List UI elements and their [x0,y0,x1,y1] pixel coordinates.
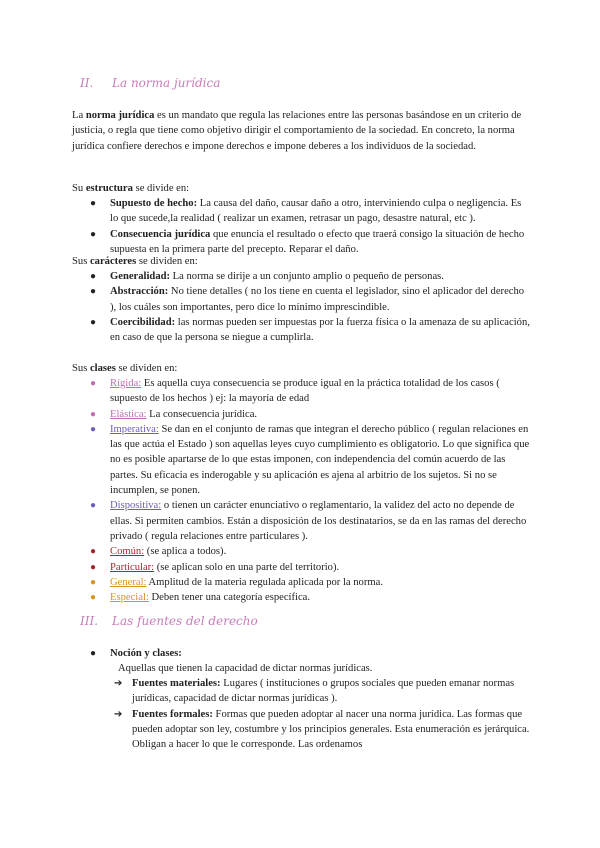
lead-pre: Sus [72,256,90,267]
lead-term: clases [89,363,116,374]
lead-pre: Su [72,183,86,194]
intro-post: es un mandato que regula las relaciones entre las personas basándose en un criterio de justicia, o regla que tiene como objetivo dirigir el comportamiento de la sociedad. En concreto, la norma jurídica confiere derechos e impone derechos e impone deberes a los individuos de la sociedad. [72,110,522,152]
fuentes-sublist [114,676,530,752]
item-text: No tiene detalles ( no los tiene en cuenta el legislador, sino el aplicador del derecho ), los cuáles son importantes, pero dice lo mínimo imprescindible. [110,286,525,313]
item-term: Elástica: [110,408,147,420]
lead-post: se divide en: [132,183,190,194]
intro-pre: La [72,110,86,121]
item-text: (se aplica a todos). [144,546,227,558]
section-heading-2 [80,76,220,90]
item-term: Imperativa: [110,423,159,435]
section-heading-3 [80,614,258,628]
lead-term: estructura [85,183,133,194]
bullet-icon: ● [90,408,97,420]
fuentes-list [72,646,532,661]
bullet-icon: ● [90,271,97,282]
bullet-icon: ● [90,648,97,659]
arrow-right-icon: ➔ [114,708,123,720]
bullet-icon: ● [90,198,97,209]
item-term: Supuesto de hecho: [110,198,198,209]
bullet-icon: ● [90,316,97,328]
item-term: Coercibilidad: [110,316,176,328]
bullet-icon: ● [90,576,97,588]
bullet-icon: ● [90,228,97,240]
list-item [72,560,532,575]
clases-list [72,376,532,605]
item-term: Abstracción: [110,286,169,298]
list-item [72,544,532,559]
lead-term: carácteres [89,256,137,267]
bullet-icon: ● [90,546,97,558]
fuentes-description: Aquellas que tienen la capacidad de dictar normas jurídicas. [118,663,373,674]
item-text: Formas que pueden adoptar al nacer una norma jurídica. Las formas que pueden adoptar son ley, costumbre y los principios generales. Esta enumeración es jerárquica. Obligan a hacer lo que le corresponde. Las ordenamos [132,708,530,751]
item-term: Especial: [110,592,149,604]
list-item [72,284,532,315]
section-number: II. [80,76,94,90]
item-term: Fuentes materiales: [132,678,221,689]
item-text: o tienen un carácter enunciativo o reglamentario, la validez del acto no depende de ellas. Si permiten cambios. Están a disposición de los destinatarios, se da en las ramas del derecho privado ( regula relaciones entre particulares ). [110,500,527,542]
item-text: Se dan en el conjunto de ramas que integran el derecho público ( regulan relaciones en las que actúa el Estado ) son aquellas leyes cuyo cumplimiento es obligatorio. Lo que significa que no es posible apartarse de lo que estas imponen, con independencia del común acuerdo de las partes. Su eficacia es inderogable y su aplicación es ajena al arbitrio de los sujetos. Si no se incumplen, se ponen. [110,423,530,497]
bullet-icon: ● [90,378,97,389]
item-term: Consecuencia jurídica [110,228,211,240]
item-text: que enuncia el resultado o efecto que traerá consigo la situación de hecho supuesta en la primera parte del precepto. Reparar el daño. [110,228,525,255]
list-item [72,196,532,227]
bullet-icon: ● [90,286,97,298]
intro-paragraph [72,108,528,154]
item-term: General: [110,576,147,588]
item-text: Deben tener una categoría específica. [148,592,310,604]
estructura-list [72,196,532,257]
intro-term: norma jurídica [85,110,155,121]
list-item [72,407,532,422]
clases-lead [72,361,177,376]
item-text: Es aquella cuya consecuencia se produce igual en la práctica totalidad de los casos ( supuesto de los hechos ) ej: la mayoría de edad [110,378,500,405]
lead-post: se dividen en: [136,256,198,267]
list-item [72,575,532,590]
list-item [72,498,532,544]
list-item [72,590,532,605]
item-term: Particular: [110,561,155,573]
item-text: Lugares ( instituciones o grupos sociales que pueden emanar normas jurídicas, capacidad de dictar normas jurídicas ). [132,678,515,705]
item-term: Rígida: [110,378,142,389]
item-text: las normas pueden ser impuestas por la fuerza física o la amenaza de su aplicación, en caso de que la persona se niegue a cumplirla. [110,316,530,344]
list-item [72,315,532,346]
list-item [72,227,532,258]
bullet-icon: ● [90,423,97,435]
item-term: Noción y clases: [110,648,182,659]
section-number: III. [80,614,99,628]
bullet-icon: ● [90,500,97,512]
bullet-icon: ● [90,561,97,573]
bullet-icon: ● [90,592,97,604]
lead-post: se dividen en: [115,363,178,374]
item-text: La consecuencia jurídica. [146,408,258,420]
lead-pre: Sus [72,363,90,374]
sublist-item [114,707,530,753]
item-text: Amplitud de la materia regulada aplicada por la norma. [146,576,383,588]
item-term: Común: [110,546,145,558]
section-title: Las fuentes del derecho [112,614,258,628]
item-term: Dispositiva: [110,500,162,512]
list-item [72,646,532,661]
list-item [72,269,532,284]
item-text: La norma se dirije a un conjunto amplio o pequeño de personas. [170,271,444,282]
list-item [72,422,532,498]
item-term: Fuentes formales: [132,708,213,720]
item-text: La causa del daño, causar daño a otro, interviniendo culpa o negligencia. Es lo que sucede,la realidad ( realizar un examen, retrasar un pago, desastre natural, etc ). [110,198,522,225]
list-item [72,376,532,407]
caracteres-lead [72,254,198,269]
estructura-lead [72,181,189,196]
item-term: Generalidad: [110,271,171,282]
arrow-right-icon: ➔ [114,678,123,689]
sublist-item [114,676,530,707]
item-text: (se aplican solo en una parte del territorio). [154,561,340,573]
caracteres-list [72,269,532,345]
section-title: La norma jurídica [112,76,221,90]
